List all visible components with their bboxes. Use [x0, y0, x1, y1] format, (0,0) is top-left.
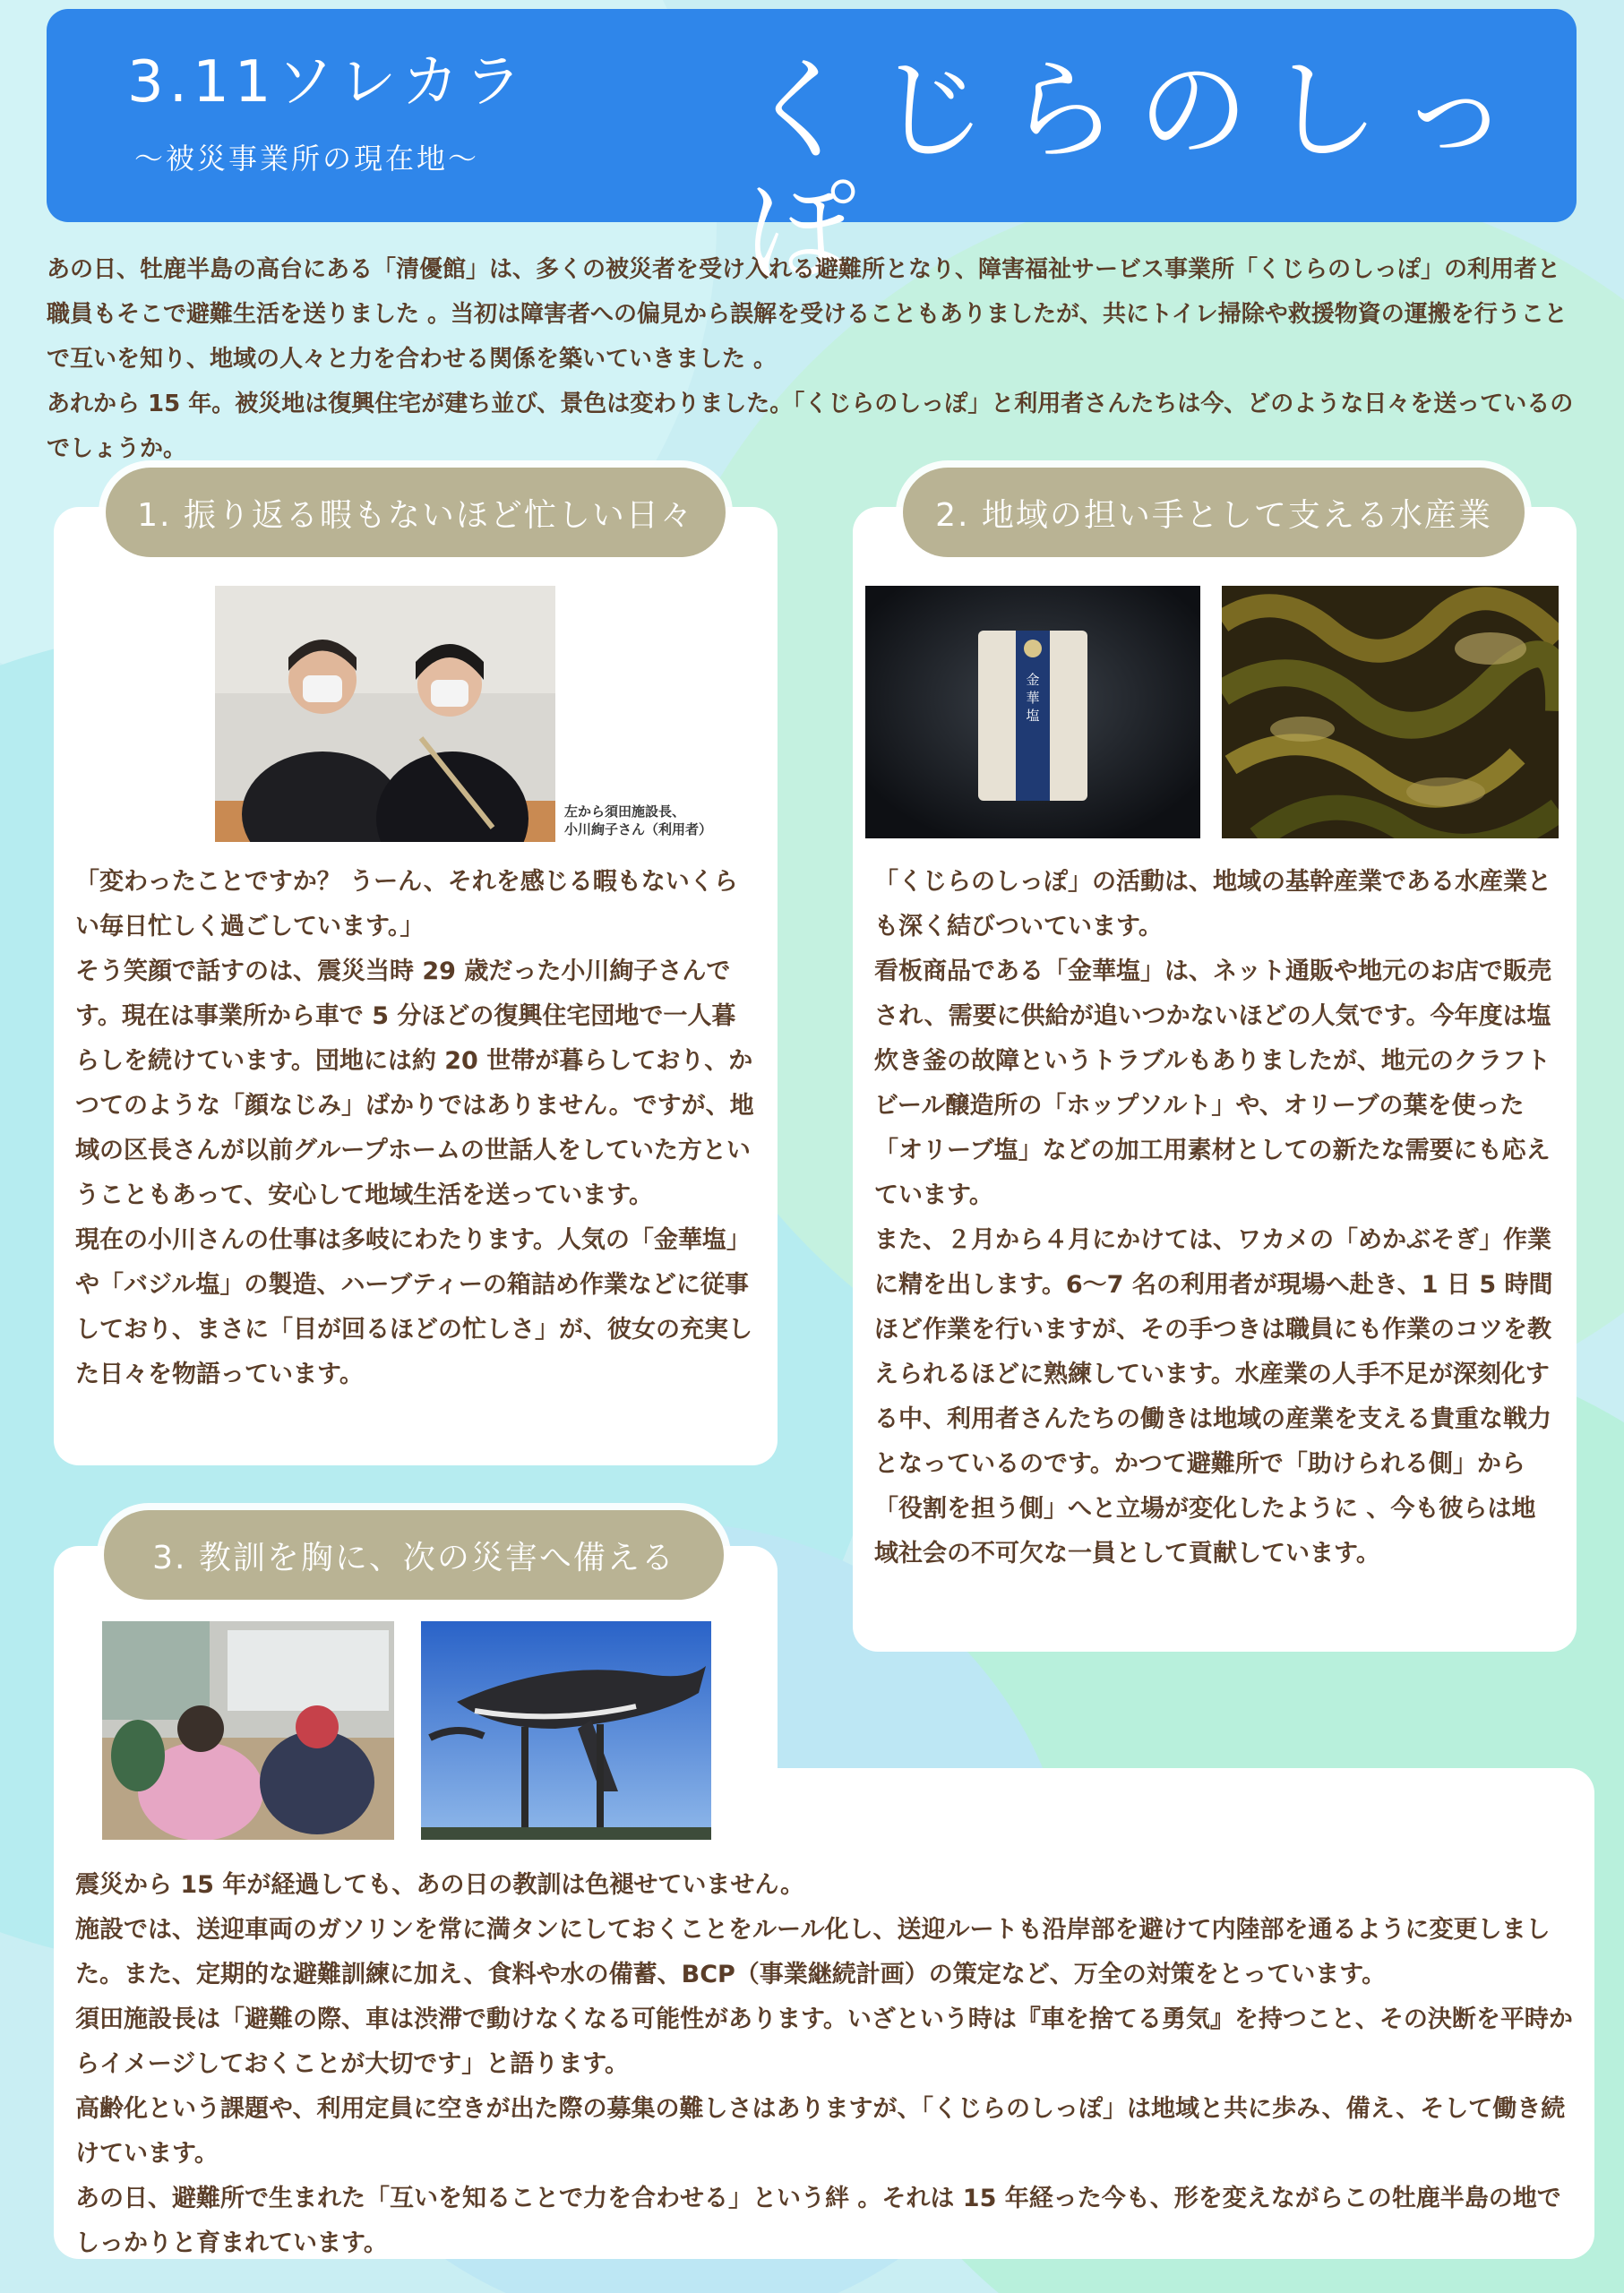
seaweed-photo: [1222, 586, 1559, 838]
page-title: くじらのしっぽ: [745, 47, 1531, 298]
intro-text: [47, 247, 1580, 471]
section2-paragraph: 「くじらのしっぽ」の活動は、地域の基幹産業である水産業とも深く結びついています。: [874, 868, 1551, 940]
section3-paragraph: 施設では、送迎車両のガソリンを常に満タンにしておくことをルール化し、送迎ルートも沿岸部を避けて内陸部を通るように変更しました。また、定期的な避難訓練に加え、食料や水の備蓄、BCP（事業継続計画）の策定など、万全の対策をとっています。: [75, 1916, 1551, 1988]
section2-text: [874, 860, 1559, 1576]
header-subtitle: 3.11ソレカラ: [127, 49, 528, 116]
whale-monument-photo: [421, 1621, 711, 1840]
svg-text:華: 華: [1026, 690, 1040, 706]
photo-caption: 左から須田施設長、 小川絢子さん（利用者）: [564, 803, 713, 837]
section3-paragraph: 震災から 15 年が経過しても、あの日の教訓は色褪せていません。: [75, 1871, 804, 1899]
section1-paragraph: 「変わったことですか？ うーん、それを感じる暇もないくらい毎日忙しく過ごしています。」: [75, 868, 738, 940]
section1-heading: 1. 振り返る暇もないほど忙しい日々: [106, 468, 726, 557]
workshop-photo: [102, 1621, 394, 1840]
section2-paragraph: 看板商品である「金華塩」は、ネット通販や地元のお店で販売され、需要に供給が追いつかないほどの人気です。今年度は塩炊き釜の故障というトラブルもありましたが、地元のクラフトビール醸造所の「ホップソルト」や、オリーブの葉を使った「オリーブ塩」などの加工用素材としての新たな需要にも応えています。: [874, 958, 1551, 1209]
salt-product-photo: [865, 586, 1200, 838]
section2-paragraph: また、２月から４月にかけては、ワカメの「めかぶそぎ」作業に精を出します。6〜7 名の利用者が現場へ赴き、1 日 5 時間ほど作業を行いますが、その手つきは職員にも作業のコツを教えられるほどに熟練しています。水産業の人手不足が深刻化する中、利用者さんたちの働きは地域の産業を支える貴重な戦力となっているのです。かつて避難所で「助けられる側」から「役割を担う側」へと立場が変化したように 、今も彼らは地域社会の不可欠な一員として貢献しています。: [874, 1226, 1553, 1567]
section3-paragraph: 高齢化という課題や、利用定員に空きが出た際の募集の難しさはありますが、「くじらのしっぽ」は地域と共に歩み、備え、そして働き続けています。: [75, 2095, 1566, 2168]
section3-paragraph: 須田施設長は「避難の際、車は渋滞で動けなくなる可能性があります。いざという時は『車を捨てる勇気』を持つこと、その決断を平時からイメージしておくことが大切です」と語ります。: [75, 2005, 1573, 2078]
section3-heading: 3. 教訓を胸に、次の災害へ備える: [104, 1510, 724, 1600]
product-label-char: 金: [1026, 672, 1040, 688]
svg-text:塩: 塩: [1026, 708, 1040, 724]
section3-paragraph: あの日、避難所で生まれた「互いを知ることで力を合わせる」という絆 。それは 15 年経った今も、形を変えながらこの牡鹿半島の地でしっかりと育まれています。: [75, 2185, 1561, 2257]
section3-text: [75, 1863, 1580, 2266]
section2-heading: 2. 地域の担い手として支える水産業: [903, 468, 1525, 557]
header-banner: [47, 9, 1577, 298]
staff-photo: [215, 586, 555, 842]
section1-text: [75, 860, 760, 1397]
section1-paragraph: そう笑顔で話すのは、震災当時 29 歳だった小川絢子さんです。現在は事業所から車で 5 分ほどの復興住宅団地で一人暮らしを続けています。団地には約 20 世帯が暮らしており、かつてのような「顔なじみ」ばかりではありません。ですが、地域の区長さんが以前グループホームの世話人をしていた方ということもあって、安心して地域生活を送っています。: [75, 958, 754, 1209]
intro-paragraph: あれから 15 年。被災地は復興住宅が建ち並び、景色は変わりました。「くじらのしっぽ」と利用者さんたちは今、どのような日々を送っているのでしょうか。: [47, 391, 1574, 462]
section1-paragraph: 現在の小川さんの仕事は多岐にわたります。人気の「金華塩」や「バジル塩」の製造、ハーブティーの箱詰め作業などに従事しており、まさに「目が回るほどの忙しさ」が、彼女の充実した日々を物語っています。: [75, 1226, 752, 1388]
intro-paragraph: あの日、牡鹿半島の高台にある「清優館」は、多くの被災者を受け入れる避難所となり、障害福祉サービス事業所「くじらのしっぽ」の利用者と職員もそこで避難生活を送りました 。当初は障害者への偏見から誤解を受けることもありましたが、共にトイレ掃除や救援物資の運搬を行うことで互いを知り、地域の人々と力を合わせる関係を築いていきました 。: [47, 256, 1568, 373]
header-subcaption: 〜被災事業所の現在地〜: [134, 142, 480, 176]
